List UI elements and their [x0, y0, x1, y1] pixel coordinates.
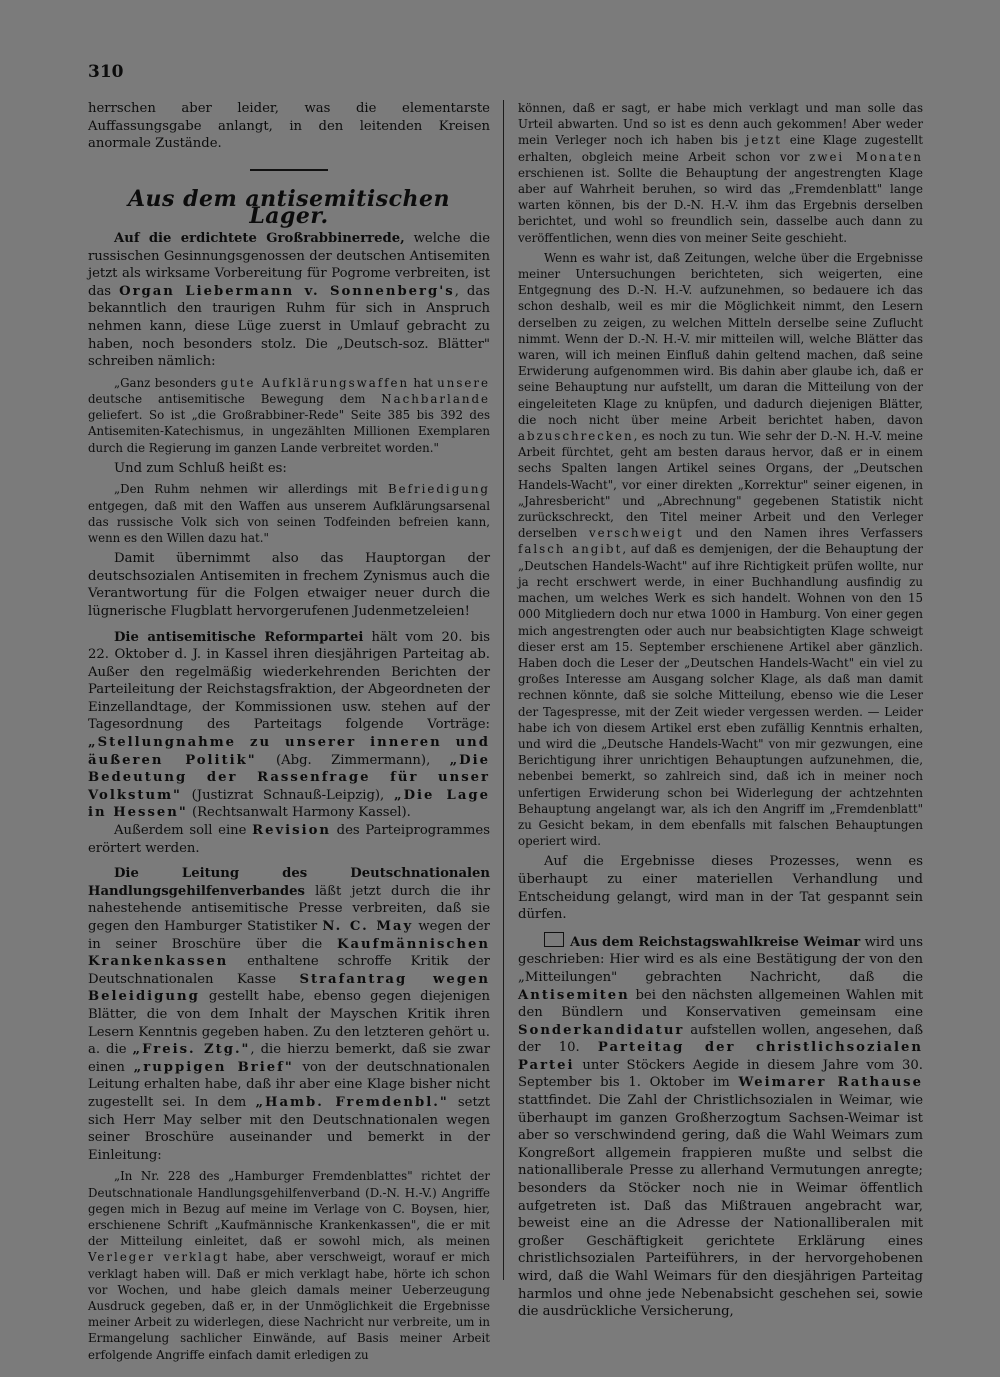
quote-block: „Ganz besonders gute Aufklärungswaffen hat unsere deutsche antisemitische Bewegung dem Nachbarlande geliefert. So ist „die Großrabbiner-Rede" Seite 385 bis 392 des Antisemiten-Katechismus, in ungezählten Millionen Exemplaren durch die Regierung im ganzen Lande verbreitet worden." — [88, 375, 490, 455]
paragraph-grossrabbinerrede: Auf die erdichtete Großrabbinerrede, welche die russischen Gesinnungsgenossen der deutschen Antisemiten jetzt als wirksame Vorbereitung für Pogrome verbreiten, ist das Organ Liebermann v. Sonnenberg's, das bekanntlich den traurigen Ruhm für sich in Anspruch nehmen kann, diese Lüge zuerst in Umlauf gebracht zu haben, noch besonders stolz. Die „Deutsch-soz. Blätter" schreiben nämlich: — [88, 230, 490, 370]
paragraph-schluss: Und zum Schluß heißt es: — [114, 460, 287, 476]
paragraph-revision: Außerdem soll eine Revision des Parteiprogrammes erörtert werden. — [88, 823, 490, 856]
paragraph-lead: Auf die erdichtete Großrabbinerrede, — [114, 230, 405, 246]
paragraph-weimar: Aus dem Reichstagswahlkreise Weimar wird uns geschrieben: Hier wird es als eine Bestätigung der von den „Mitteilungen" gebrachten Nachricht, daß die Antisemiten bei den nächsten allgemeinen Wahlen mit den Bündlern und Konservativen gemeinsam eine Sonderkandidatur aufstellen wollen, angesehen, daß der 10. Parteitag der christlichsozialen Partei unter Stöckers Aegide in diesem Jahre vom 30. September bis 1. Oktober im Weimarer Rathause stattfindet. Die Zahl der Christlichsozialen in Weimar, wie überhaupt im ganzen Großherzogtum Sachsen-Weimar ist aber so verschwindend gering, daß die Wahl Weimars zum Kongreßort allgemein frappieren mußte und selbst die nationalliberale Presse zu allerhand Vermutungen anregte; besonders da Stöcker noch nie in Weimar öffentlich aufgetreten ist. Daß das Mißtrauen angebracht war, beweist eine an die Adresse der Nationalliberalen mit großer Geschäftigkeit gerichtete Erklärung eines christlichsozialen Parteiführers, in der hervorgehobenen wird, daß die Wahl Weimars für den diesjährigen Parteitag harmlos und ohne jede Nebenabsicht geschehen sei, sowie die ausdrückliche Versicherung, — [518, 932, 923, 1321]
quote-block: „Den Ruhm nehmen wir allerdings mit Befriedigung entgegen, daß mit den Waffen aus unserem Aufklärungsarsenal das russische Volk sich von seinen Todfeinden befreien kann, wenn es den Willen dazu hat." — [88, 482, 490, 545]
paragraph-lead: Aus dem Reichstagswahlkreise Weimar — [570, 934, 861, 950]
paragraph-ergebnisse: Auf die Ergebnisse dieses Prozesses, wenn es überhaupt zu einer materiellen Verhandlung und Entscheidung gelangt, wird man in der Tat gespannt sein dürfen. — [518, 854, 923, 923]
paragraph-handlungsgehilfen: Die Leitung des Deutschnationalen Handlungsgehilfenverbandes läßt jetzt durch die ihr nahestehende antisemitische Presse verbreiten, daß sie gegen den Hamburger Statistiker N. C. May wegen der in seiner Broschüre über die Kaufmännischen Krankenkassen enthaltene schroffe Kritik der Deutschnationalen Kasse Strafantrag wegen Beleidigung gestellt habe, ebenso gegen diejenigen Blätter, die von dem Inhalt der Mayschen Kritik ihren Lesern Kenntnis gegeben haben. Zu den letzteren gehört u. a. die „Freis. Ztg.", die hierzu bemerkt, daß sie zwar einen „ruppigen Brief" von der deutschnationalen Leitung erhalten habe, daß ihr aber eine Klage bisher nicht zugestellt sei. In dem „Hamb. Fremdenbl." setzt sich Herr May selber mit den Deutschnationalen wegen seiner Broschüre auseinander und bemerkt in der Einleitung: — [88, 866, 491, 1163]
page-number: 310 — [88, 62, 124, 82]
quote-block: Wenn es wahr ist, daß Zeitungen, welche über die Ergebnisse meiner Untersuchungen berichteten, sich weigerten, eine Entgegnung des D.-N. H.-V. aufzunehmen, so bedauere ich das schon deshalb, weil es mir die Möglichkeit nimmt, den Lesern derselben zu zeigen, zu welchen Mitteln derselbe seine Zuflucht nimmt. Wenn der D.-N. H.-V. mir mitteilen will, welche Blätter das waren, will ich meinen Einfluß dahin geltend machen, daß seine Erwiderung aufgenommen wird. Bis dahin aber glaube ich, daß er seine Behauptung nur aufstellt, um daran die Mitteilung von der eingeleiteten Klage zu knüpfen, und dadurch diejenigen Blätter, die noch nicht über meine Arbeit berichtet haben, davon abzuschrecken, es noch zu tun. Wie sehr der D.-N. H.-V. meine Arbeit fürchtet, geht am besten daraus hervor, daß er in einem sechs Spalten langen Artikel seines Organs, der „Deutschen Handels-Wacht", vor einer direkten „Korrektur" seiner eigenen, in „Jahresbericht" und „Abrechnung" gegebenen Statistik nicht zurückschreckt, den Titel meiner Arbeit und den Verleger derselben verschweigt und den Namen ihres Verfassers falsch angibt, auf daß es demjenigen, der die Behauptung der „Deutschen Handels-Wacht" auf ihre Richtigkeit prüfen wollte, nur ja recht erschwert werde, in einer Buchhandlung ausfindig zu machen, um welches Werk es sich handelt. Wohnen von den 15 000 Mitgliedern doch nur etwa 1000 in Hamburg. Von einer gegen mich angestrengten oder auch nur beabsichtigten Klage schweigt dieser erst am 15. September erschienene Artikel aber gänzlich. Haben doch die Leser der „Deutschen Handels-Wacht" ein viel zu großes Interesse am Ausgang solcher Klage, als daß man damit rechnen könnte, daß sie solche Mitteilung, ebenso wie die Leser der Tagespresse, mit der Zeit wieder vergessen werden. — Leider habe ich von diesem Artikel erst eben zufällig Kenntnis erhalten, und wird die „Deutsche Handels-Wacht" von mir gezwungen, eine Berichtigung ihrer unrichtigen Behauptungen aufzunehmen, die, nebenbei bemerkt, so zahlreich sind, daß ich in meiner noch unfertigen Erwiderung schon bei Widerlegung der achtzehnten Behauptung angelangt war, als ich den Angriff im „Fremdenblatt" zu Gesicht bekam, in dem ebenfalls mit falschen Behauptungen operiert wird. — [518, 250, 923, 849]
quote-block: können, daß er sagt, er habe mich verklagt und man solle das Urteil abwarten. Und so ist es denn auch gekommen! Aber weder mein Verleger noch ich haben bis jetzt eine Klage zugestellt erhalten, obgleich meine Arbeit schon vor zwei Monaten erschienen ist. Sollte die Behauptung der angestrengten Klage aber auf Wahrheit beruhen, so wird das „Fremdenblatt" lange warten können, bis der D.-N. H.-V. ihm das Ergebnis derselben berichtet, und wohl so freundlich sein, dasselbe auch dann zu veröffentlichen, wenn dies von meiner Seite geschieht. — [518, 101, 923, 245]
paragraph-reformpartei: Die antisemitische Reformpartei hält vom 20. bis 22. Oktober d. J. in Kassel ihren diesjährigen Parteitag ab. Außer den regelmäßig wiederkehrenden Berichten der Parteileitung der Reichstagsfraktion, der Abgeordneten der Einzellandtage, der Kommissionen usw. stehen auf der Tagesordnung des Parteitags folgende Vorträge: „Stellungnahme zu unserer inneren und äußeren Politik" (Abg. Zimmermann), „Die Bedeutung der Rassenfrage für unser Volkstum" (Justizrat Schnauß-Leipzig), „Die Lage in Hessen" (Rechtsanwalt Harmony Kassel). — [88, 629, 491, 821]
paragraph-intro: herrschen aber leider, was die elementarste Auffassungsgabe anlangt, in den leitenden Kreisen anormale Zustände. — [88, 101, 490, 152]
column-divider — [503, 100, 504, 1280]
paragraph-hauptorgan: Damit übernimmt also das Hauptorgan der deutschsozialen Antisemiten in frechem Zynismus auch die Verantwortung für die Folgen etwaiger neuer durch die lügnerische Flugblatt hervorgerufenen Judenmetzeleien! — [88, 551, 490, 619]
box-marker-icon — [544, 932, 564, 947]
quote-block: „In Nr. 228 des „Hamburger Fremdenblattes" richtet der Deutschnationale Handlungsgehilfenverband (D.-N. H.-V.) Angriffe gegen mich in Bezug auf meine im Verlage von C. Boysen, hier, erschienene Schrift „Kaufmännische Krankenkassen", die er mit der Mitteilung einleitet, daß er sowohl mich, als meinen Verleger verklagt habe, aber verschweigt, worauf er mich verklagt haben will. Daß er mich verklagt habe, hörte ich schon vor Wochen, und habe gleich damals meiner Ueberzeugung Ausdruck gegeben, daß er, in der Unmöglichkeit die Ergebnisse meiner Arbeit zu widerlegen, diese Nachricht nur verbreite, um in Ermangelung sachlicher Einwände, auf Basis meiner Arbeit erfolgende Angriffe einfach damit erledigen zu — [88, 1169, 490, 1362]
paragraph-lead: Die Leitung des Deutschnationalen Handlungsgehilfenverbandes — [88, 866, 490, 899]
section-rule — [250, 169, 328, 171]
section-title: Aus dem antisemitischen Lager. — [127, 185, 450, 230]
right-column — [518, 100, 923, 1321]
left-column — [88, 100, 490, 1363]
paragraph-lead: Die antisemitische Reformpartei — [114, 629, 364, 645]
